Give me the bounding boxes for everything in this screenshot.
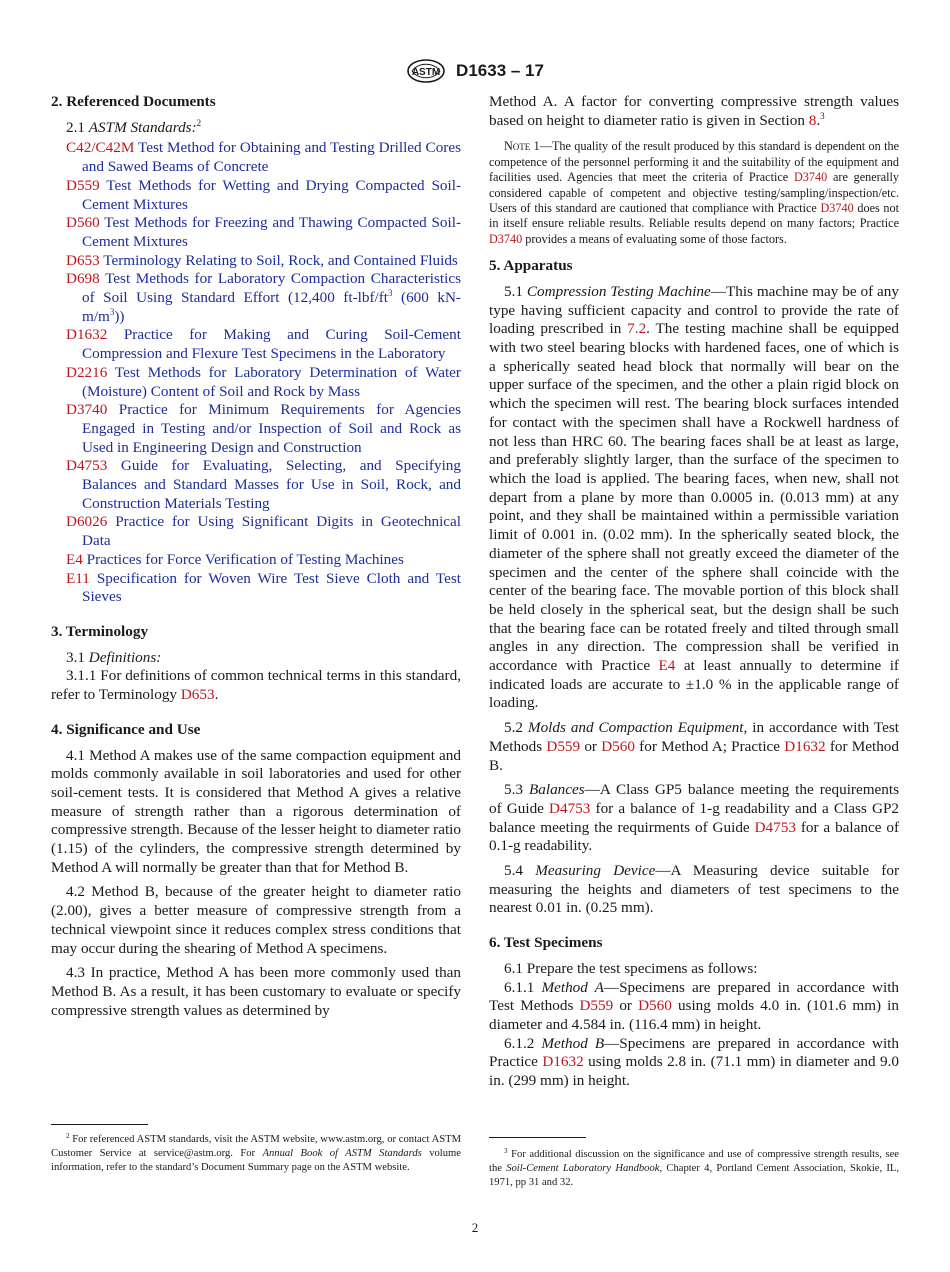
document-designation: D1633 – 17 <box>456 61 544 80</box>
para-5-4: 5.4 Measuring Device—A Measuring device suitable for measuring the heights and diameters of test specimens to the nearest 0.01 in. (0.25 mm). <box>489 862 899 917</box>
page-header <box>0 58 950 84</box>
link-d559[interactable]: D559 <box>546 737 581 755</box>
footnote-rule <box>489 1137 586 1138</box>
link-d3740[interactable]: D3740 <box>489 231 523 246</box>
link-d4753[interactable]: D4753 <box>549 799 591 817</box>
ref-item[interactable]: E4 Practices for Force Verification of Testing Machines <box>66 550 404 568</box>
link-d559[interactable]: D559 <box>579 997 614 1015</box>
para-6-1-1: 6.1.1 Method A—Specimens are prepared in accordance with Test Methods D559 or D560 using molds 4.0 in. (101.6 mm) in diameter and 4.584 in. (116.4 mm) in height. <box>489 978 900 1033</box>
section-3-heading: 3. Terminology <box>51 622 149 640</box>
link-d560[interactable]: D560 <box>638 997 672 1015</box>
ref-item[interactable]: D559 Test Methods for Wetting and Drying Compacted Soil-Cement Mixtures <box>66 176 461 213</box>
section-2-heading: 2. Referenced Documents <box>51 93 216 110</box>
para-4-2: 4.2 Method B, because of the greater height to diameter ratio (2.00), gives a better measure of compressive strength from a technical viewpoint since it reduces complex stress conditions that may occur during the shearing of Method A specimens. <box>51 883 461 957</box>
ref-item[interactable]: E11 Specification for Woven Wire Test Sieve Cloth and Test Sieves <box>66 569 461 606</box>
ref-item[interactable]: D1632 Practice for Making and Curing Soil-Cement Compression and Flexure Test Specimens in the Laboratory <box>66 326 461 363</box>
left-column <box>51 93 461 1020</box>
para-4-3-continued: Method A. A factor for converting compressive strength values based on height to diameter ratio is given in Section 8.$^3$ <box>489 93 899 129</box>
para-5-1: 5.1 Compression Testing Machine—This machine may be of any type having sufficient capacity and control to provide the rate of loading prescribed in 7.2. The testing machine shall be equipped with two steel bearing blocks with hardened faces, one of which is a spherically seated head block that normally will bear on the upper surface of the specimen, and the other a plain rigid block on which the specimen will rest. The bearing block surfaces intended for contact with the specimen shall have a Rockwell hardness of not less than HRC 60. The bearing faces shall be at least as large, and preferably slightly larger, than the surface of the specimen to which the load is applied. The bearing faces, when new, shall not depart from a plane by more than 0.0005 in. (0.013 mm) at any point, and they shall be maintained within a permissible variation limit of 0.001 in. (0.02 mm). In the spherically seated block, the diameter of the sphere shall not greatly exceed the diameter of the specimen and the center of the sphere shall coincide with the center of the bearing face. The movable portion of this block shall be held closely in the spherical seat, but the design shall be such that the bearing face can be rotated freely and tilted through small angles in any direction. The compression shall be verified in accordance with Practice E4 at least annually to determine if indicated loads are accurate to ±1.0 % in the applicable range of loading. <box>489 282 900 712</box>
ref-item[interactable]: D4753 Guide for Evaluating, Selecting, and Specifying Balances and Standard Masses for Use in Soil, Rock, and Construction Materials Testing <box>66 457 461 512</box>
para-6-1-2: 6.1.2 Method B—Specimens are prepared in accordance with Practice D1632 using molds 2.8 in. (71.1 mm) in diameter and 9.0 in. (299 mm) in height. <box>489 1034 899 1090</box>
note-1: Note 1—The quality of the result produced by this standard is dependent on the competence of the personnel performing it and the suitability of the equipment and facilities used. Agencies that meet the criteria of Practice D3740 are generally considered capable of competent and objective testing/sampling/inspection/etc. Users of this standard are cautioned that compliance with Practice D3740 does not in itself ensure reliable results. Reliable results depend on many factors; Practice D3740 provides a means of evaluating some of those factors. <box>489 139 899 246</box>
right-column <box>489 93 899 1091</box>
para-4-3: 4.3 In practice, Method A has been more commonly used than Method B. As a result, it has been customary to evaluate or specify compressive strength values as determined by <box>51 964 461 1019</box>
link-d4753[interactable]: D4753 <box>754 818 796 836</box>
svg-text:ASTM: ASTM <box>411 67 441 78</box>
link-d1632[interactable]: D1632 <box>784 737 826 755</box>
link-d653[interactable]: D653 <box>180 686 215 704</box>
footnote-3: $^3$ For additional discussion on the significance and use of compressive strength results, see the Soil-Cement Laboratory Handbook, Chapter 4, Portland Cement Association, Skokie, IL, 1971, pp 31 and 32. <box>489 1147 900 1188</box>
para-2-1: 2.1 ASTM Standards:$^2$ <box>66 117 202 136</box>
link-d3740[interactable]: D3740 <box>820 201 854 216</box>
para-6-1: 6.1 Prepare the test specimens as follows: <box>504 959 758 977</box>
ref-item[interactable]: D698 Test Methods for Laboratory Compaction Characteristics of Soil Using Standard Effort (12,400 $ft-lbf/ft^3$ (600 $kN-m/m^3$)) <box>66 270 461 325</box>
astm-logo-icon <box>406 58 446 84</box>
ref-item[interactable]: C42/C42M Test Method for Obtaining and Testing Drilled Cores and Sawed Beams of Concrete <box>66 139 461 176</box>
page-number: 2 <box>471 1220 479 1235</box>
footnote-rule <box>51 1124 148 1125</box>
footnote-2: $^2$ For referenced ASTM standards, visit the ASTM website, www.astm.org, or contact ASTM Customer Service at service@astm.org. For Annual Book of ASTM Standards volume information, refer to the standard’s Document Summary page on the ASTM website. <box>51 1132 461 1173</box>
section-6-heading: 6. Test Specimens <box>489 934 603 952</box>
link-7-2[interactable]: 7.2 <box>627 320 647 338</box>
link-d3740[interactable]: D3740 <box>793 170 828 185</box>
link-section-8[interactable]: 8 <box>808 111 817 129</box>
ref-item[interactable]: D3740 Practice for Minimum Requirements for Agencies Engaged in Testing and/or Inspection of Soil and Rock as Used in Engineering Design and Construction <box>66 401 462 456</box>
para-4-1: 4.1 Method A makes use of the same compaction equipment and molds commonly available in soil laboratories and used for other soil-cement tests. It is considered that Method A gives a relative measure of strength rather than a rigorous determination of compressive strength. Because of the lesser height to diameter ratio (1.15) of the cylinders, the compressive strength determined by Method A will normally be greater than that for Method B. <box>51 746 461 876</box>
section-4-heading: 4. Significance and Use <box>51 720 201 738</box>
section-5-heading: 5. Apparatus <box>489 257 573 275</box>
link-d560[interactable]: D560 <box>601 737 635 755</box>
para-3-1: 3.1 Definitions: <box>66 648 162 666</box>
para-5-3: 5.3 Balances—A Class GP5 balance meeting the requirements of Guide D4753 for a balance of 1-g readability and a Class GP2 balance meeting the requirments of Guide D4753 for a balance of 0.1-g readability. <box>489 781 900 855</box>
ref-item[interactable]: D560 Test Methods for Freezing and Thawing Compacted Soil-Cement Mixtures <box>66 214 461 250</box>
ref-item[interactable]: D6026 Practice for Using Significant Digits in Geotechnical Data <box>66 513 462 550</box>
referenced-documents-list <box>51 139 461 607</box>
link-e4[interactable]: E4 <box>658 657 676 675</box>
ref-item[interactable]: D2216 Test Methods for Laboratory Determination of Water (Moisture) Content of Soil and Rock by Mass <box>66 363 461 400</box>
para-3-1-1: 3.1.1 For definitions of common technical terms in this standard, refer to Terminology D653. <box>51 667 461 704</box>
link-d1632[interactable]: D1632 <box>542 1053 584 1071</box>
ref-item[interactable]: D653 Terminology Relating to Soil, Rock, and Contained Fluids <box>66 251 458 269</box>
para-5-2: 5.2 Molds and Compaction Equipment, in accordance with Test Methods D559 or D560 for Method A; Practice D1632 for Method B. <box>489 719 899 774</box>
